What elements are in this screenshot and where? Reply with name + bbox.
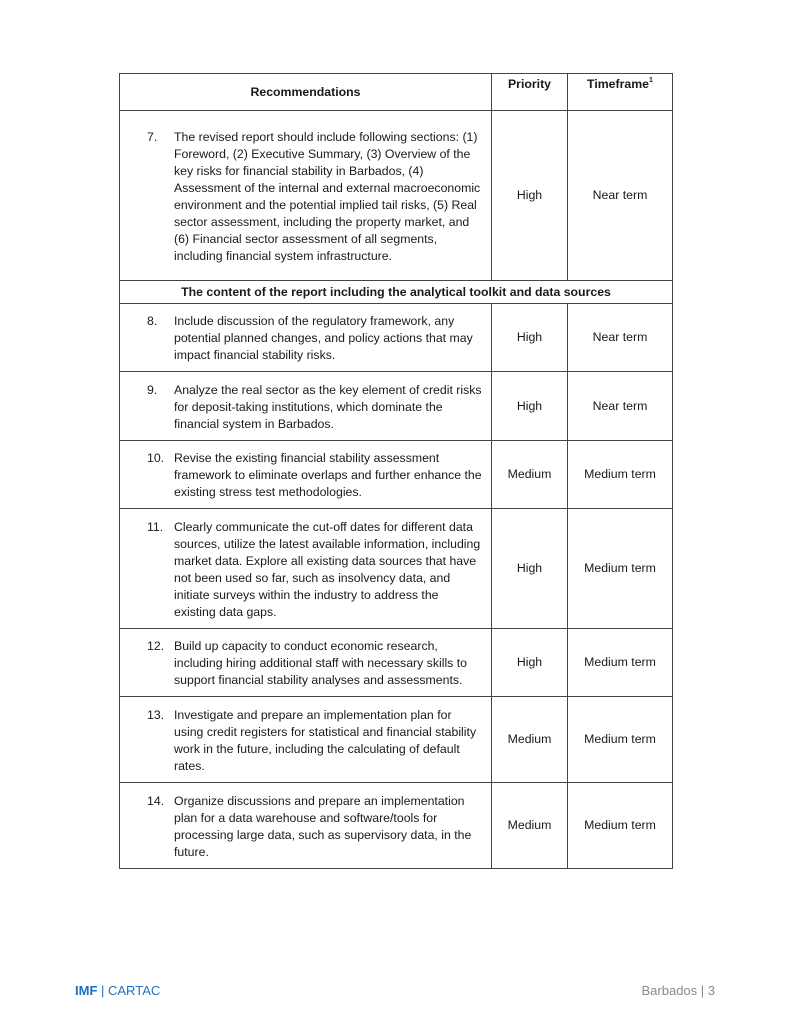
section-heading: The content of the report including the analytical toolkit and data sources (120, 281, 673, 304)
timeframe-cell: Near term (568, 304, 673, 372)
priority-cell: High (492, 304, 568, 372)
recommendation-text: The revised report should include following sections: (1) Foreword, (2) Executive Summary, (3) Overview of the key risks for financial stability in Barbados, (4) Assessment of the internal and external macroeconomic environment and the potential implied tail risks, (5) Real sector assessment, including the property market, and (6) Financial sector assessment of all segments, including financial system infrastructure. (174, 129, 481, 263)
priority-cell: High (492, 111, 568, 281)
priority-cell: High (492, 509, 568, 629)
header-recommendations: Recommendations (120, 74, 492, 111)
recommendations-table (119, 73, 673, 869)
timeframe-cell: Medium term (568, 509, 673, 629)
recommendation-cell (120, 697, 492, 783)
footnote-marker: 1 (649, 76, 653, 84)
table-row (120, 697, 673, 783)
footer-page-label: Barbados | 3 (641, 983, 715, 998)
timeframe-cell: Medium term (568, 629, 673, 697)
recommendation-text: Analyze the real sector as the key element of credit risks for deposit-taking institutions, which dominate the financial system in Barbados. (174, 382, 482, 431)
footer-org-logo: IMF (75, 983, 98, 998)
recommendation-number: 10. (147, 451, 165, 465)
recommendation-cell (120, 441, 492, 509)
footer-unit: CARTAC (108, 983, 161, 998)
priority-cell: Medium (492, 783, 568, 869)
recommendation-number: 13. (147, 707, 165, 722)
recommendation-number: 12. (147, 639, 165, 653)
table-row (120, 783, 673, 869)
section-heading-row (120, 281, 673, 304)
recommendation-cell (120, 111, 492, 281)
recommendation-text: Build up capacity to conduct economic research, including hiring additional staff with necessary skills to support financial stability analyses and assessments. (174, 639, 467, 687)
timeframe-cell: Medium term (568, 697, 673, 783)
recommendation-item (120, 448, 491, 501)
recommendation-item (120, 705, 491, 775)
recommendation-cell (120, 372, 492, 441)
recommendation-cell (120, 509, 492, 629)
table-row (120, 629, 673, 697)
recommendation-cell (120, 629, 492, 697)
recommendation-text: Clearly communicate the cut-off dates for different data sources, utilize the latest available information, including market data. Explore all existing data sources that have not been used so far, such as insolvency data, and initiate surveys within the industry to address the existing data gaps. (174, 519, 481, 619)
header-priority: Priority (492, 74, 568, 111)
footer-separator: | (97, 983, 108, 998)
header-timeframe (568, 74, 673, 111)
priority-cell: High (492, 372, 568, 441)
table-header-row (120, 74, 673, 111)
recommendation-number: 7. (147, 129, 158, 144)
recommendation-text: Revise the existing financial stability assessment framework to eliminate overlaps and further enhance the existing stress test methodologies. (174, 451, 482, 499)
recommendation-number: 8. (147, 314, 158, 328)
timeframe-cell: Medium term (568, 783, 673, 869)
recommendation-cell (120, 304, 492, 372)
priority-cell: High (492, 629, 568, 697)
recommendation-item (120, 517, 491, 621)
recommendation-item (120, 311, 491, 364)
priority-cell: Medium (492, 441, 568, 509)
page-footer (75, 983, 715, 1001)
recommendation-item (120, 127, 491, 265)
recommendation-number: 14. (147, 793, 165, 808)
recommendation-number: 9. (147, 382, 158, 397)
timeframe-cell: Near term (568, 372, 673, 441)
table-row (120, 372, 673, 441)
priority-cell: Medium (492, 697, 568, 783)
table-row (120, 304, 673, 372)
recommendation-text: Include discussion of the regulatory framework, any potential planned changes, and policy actions that may impact financial stability risks. (174, 314, 473, 362)
recommendation-item (120, 791, 491, 861)
recommendation-text: Investigate and prepare an implementation plan for using credit registers for statistical and financial stability work in the future, including the calculating of default rates. (174, 707, 477, 773)
timeframe-cell: Medium term (568, 441, 673, 509)
recommendation-item (120, 636, 491, 689)
timeframe-cell: Near term (568, 111, 673, 281)
table-row (120, 111, 673, 281)
recommendation-cell (120, 783, 492, 869)
header-timeframe-label: Timeframe (587, 77, 650, 91)
recommendation-text: Organize discussions and prepare an implementation plan for a data warehouse and software/tools for processing large data, such as supervisory data, in the future. (174, 793, 472, 859)
recommendation-number: 11. (147, 519, 164, 534)
table-row (120, 441, 673, 509)
table-row (120, 509, 673, 629)
recommendation-item (120, 380, 491, 433)
